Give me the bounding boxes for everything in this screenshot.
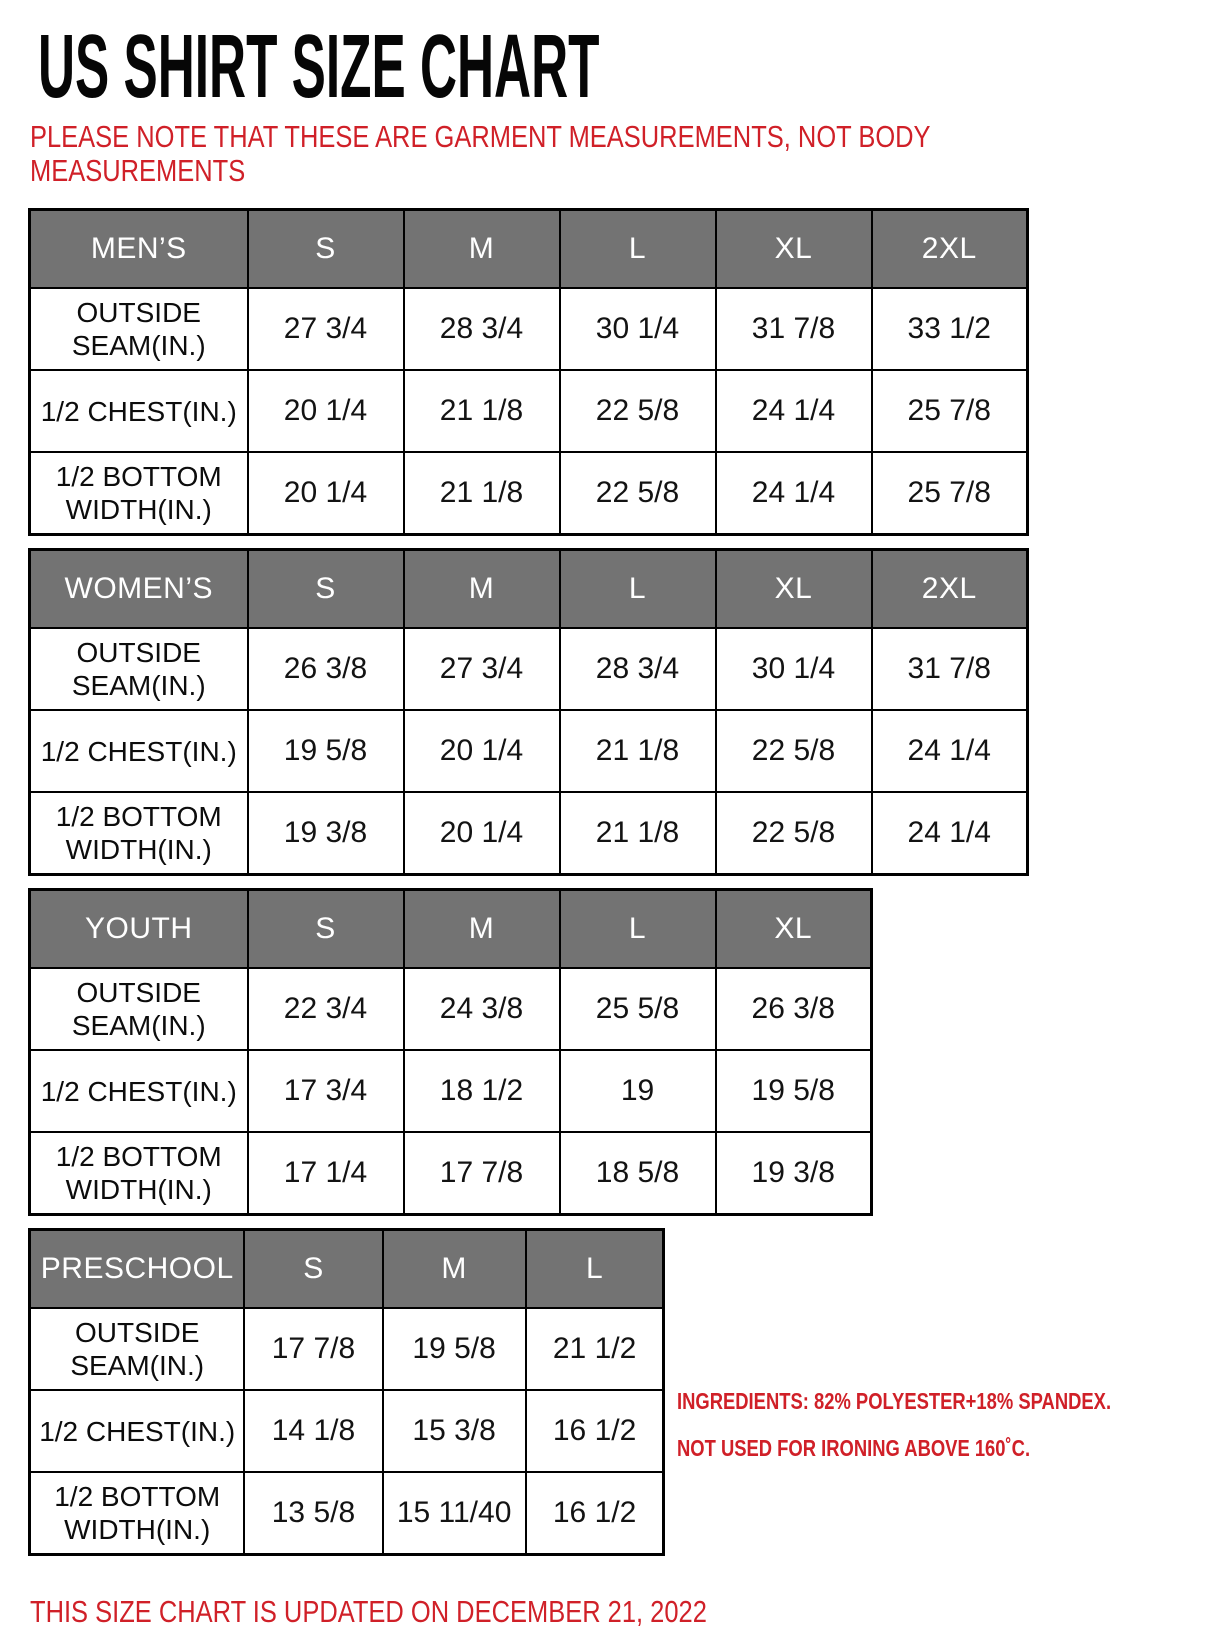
value-cell: 16 1/2 (526, 1390, 664, 1472)
group-label-cell: WOMEN’S (30, 550, 248, 629)
size-header-cell: M (404, 890, 560, 969)
value-cell: 20 1/4 (404, 792, 560, 875)
value-cell: 31 7/8 (872, 628, 1028, 710)
value-cell: 21 1/8 (560, 792, 716, 875)
bottom-row (28, 1228, 1220, 1568)
header-row (30, 550, 1028, 629)
value-cell: 16 1/2 (526, 1472, 664, 1555)
group-label-cell: PRESCHOOL (30, 1230, 245, 1309)
size-header-cell: S (248, 890, 404, 969)
page-title-text: US SHIRT SIZE CHART (38, 17, 600, 117)
row-label-cell: 1/2 BOTTOM WIDTH(IN.) (30, 452, 248, 535)
value-cell: 17 7/8 (244, 1308, 382, 1390)
header-row (30, 890, 872, 969)
table-row (30, 1390, 664, 1472)
row-label-cell: OUTSIDE SEAM(IN.) (30, 1308, 245, 1390)
group-label-cell: MEN’S (30, 210, 248, 289)
value-cell: 24 1/4 (872, 792, 1028, 875)
row-label-cell: 1/2 CHEST(IN.) (30, 1050, 248, 1132)
table-row (30, 370, 1028, 452)
table-row (30, 628, 1028, 710)
size-header-cell: L (526, 1230, 664, 1309)
header-row (30, 1230, 664, 1309)
value-cell: 33 1/2 (872, 288, 1028, 370)
table-row (30, 288, 1028, 370)
value-cell: 22 5/8 (716, 792, 872, 875)
size-header-cell: S (248, 210, 404, 289)
size-header-cell: XL (716, 890, 872, 969)
group-label-cell: YOUTH (30, 890, 248, 969)
size-header-cell: M (404, 210, 560, 289)
value-cell: 19 3/8 (248, 792, 404, 875)
row-label-cell: OUTSIDE SEAM(IN.) (30, 288, 248, 370)
table-row (30, 452, 1028, 535)
value-cell: 22 5/8 (560, 452, 716, 535)
value-cell: 24 1/4 (716, 370, 872, 452)
value-cell: 25 7/8 (872, 452, 1028, 535)
value-cell: 19 (560, 1050, 716, 1132)
value-cell: 21 1/2 (526, 1308, 664, 1390)
value-cell: 22 3/4 (248, 968, 404, 1050)
value-cell: 18 1/2 (404, 1050, 560, 1132)
value-cell: 20 1/4 (248, 370, 404, 452)
header-row (30, 210, 1028, 289)
size-header-cell: L (560, 550, 716, 629)
value-cell: 15 11/40 (383, 1472, 526, 1555)
youth-size-table (28, 888, 873, 1216)
size-header-cell: 2XL (872, 210, 1028, 289)
value-cell: 15 3/8 (383, 1390, 526, 1472)
value-cell: 19 5/8 (248, 710, 404, 792)
size-header-cell: M (383, 1230, 526, 1309)
size-header-cell: S (244, 1230, 382, 1309)
row-label-cell: 1/2 CHEST(IN.) (30, 1390, 245, 1472)
value-cell: 28 3/4 (560, 628, 716, 710)
row-label-cell: 1/2 BOTTOM WIDTH(IN.) (30, 1472, 245, 1555)
value-cell: 19 5/8 (383, 1308, 526, 1390)
value-cell: 25 5/8 (560, 968, 716, 1050)
value-cell: 18 5/8 (560, 1132, 716, 1215)
value-cell: 27 3/4 (404, 628, 560, 710)
value-cell: 17 3/4 (248, 1050, 404, 1132)
ingredients-line1: INGREDIENTS: 82% POLYESTER+18% SPANDEX. (677, 1388, 1112, 1415)
table-row (30, 792, 1028, 875)
size-header-cell: L (560, 210, 716, 289)
table-row (30, 1308, 664, 1390)
value-cell: 19 3/8 (716, 1132, 872, 1215)
value-cell: 26 3/8 (716, 968, 872, 1050)
updated-date-text: THIS SIZE CHART IS UPDATED ON DECEMBER 21, 2022 (30, 1594, 707, 1630)
size-header-cell: L (560, 890, 716, 969)
value-cell: 24 3/8 (404, 968, 560, 1050)
preschool-size-table (28, 1228, 665, 1556)
ingredients-note (677, 1388, 1220, 1482)
value-cell: 19 5/8 (716, 1050, 872, 1132)
value-cell: 21 1/8 (560, 710, 716, 792)
value-cell: 31 7/8 (716, 288, 872, 370)
table-row (30, 1132, 872, 1215)
value-cell: 30 1/4 (560, 288, 716, 370)
garment-measurement-note (30, 120, 1220, 188)
page-title (38, 17, 1220, 117)
size-header-cell: 2XL (872, 550, 1028, 629)
value-cell: 20 1/4 (248, 452, 404, 535)
mens-size-table (28, 208, 1029, 536)
value-cell: 17 7/8 (404, 1132, 560, 1215)
value-cell: 30 1/4 (716, 628, 872, 710)
value-cell: 24 1/4 (872, 710, 1028, 792)
womens-size-table (28, 548, 1029, 876)
row-label-cell: 1/2 BOTTOM WIDTH(IN.) (30, 1132, 248, 1215)
value-cell: 17 1/4 (248, 1132, 404, 1215)
row-label-cell: OUTSIDE SEAM(IN.) (30, 628, 248, 710)
value-cell: 20 1/4 (404, 710, 560, 792)
table-row (30, 1050, 872, 1132)
value-cell: 28 3/4 (404, 288, 560, 370)
row-label-cell: OUTSIDE SEAM(IN.) (30, 968, 248, 1050)
updated-date-note (30, 1594, 1220, 1630)
row-label-cell: 1/2 CHEST(IN.) (30, 710, 248, 792)
size-header-cell: XL (716, 550, 872, 629)
value-cell: 25 7/8 (872, 370, 1028, 452)
value-cell: 21 1/8 (404, 452, 560, 535)
value-cell: 26 3/8 (248, 628, 404, 710)
garment-measurement-note-text: PLEASE NOTE THAT THESE ARE GARMENT MEASUREMENTS, NOT BODY MEASUREMENTS (30, 119, 931, 189)
value-cell: 27 3/4 (248, 288, 404, 370)
size-header-cell: M (404, 550, 560, 629)
ingredients-line2: NOT USED FOR IRONING ABOVE 160˚C. (677, 1435, 1031, 1462)
value-cell: 22 5/8 (560, 370, 716, 452)
size-header-cell: XL (716, 210, 872, 289)
value-cell: 14 1/8 (244, 1390, 382, 1472)
table-row (30, 968, 872, 1050)
row-label-cell: 1/2 CHEST(IN.) (30, 370, 248, 452)
row-label-cell: 1/2 BOTTOM WIDTH(IN.) (30, 792, 248, 875)
table-row (30, 1472, 664, 1555)
table-row (30, 710, 1028, 792)
size-header-cell: S (248, 550, 404, 629)
value-cell: 24 1/4 (716, 452, 872, 535)
value-cell: 13 5/8 (244, 1472, 382, 1555)
value-cell: 22 5/8 (716, 710, 872, 792)
value-cell: 21 1/8 (404, 370, 560, 452)
